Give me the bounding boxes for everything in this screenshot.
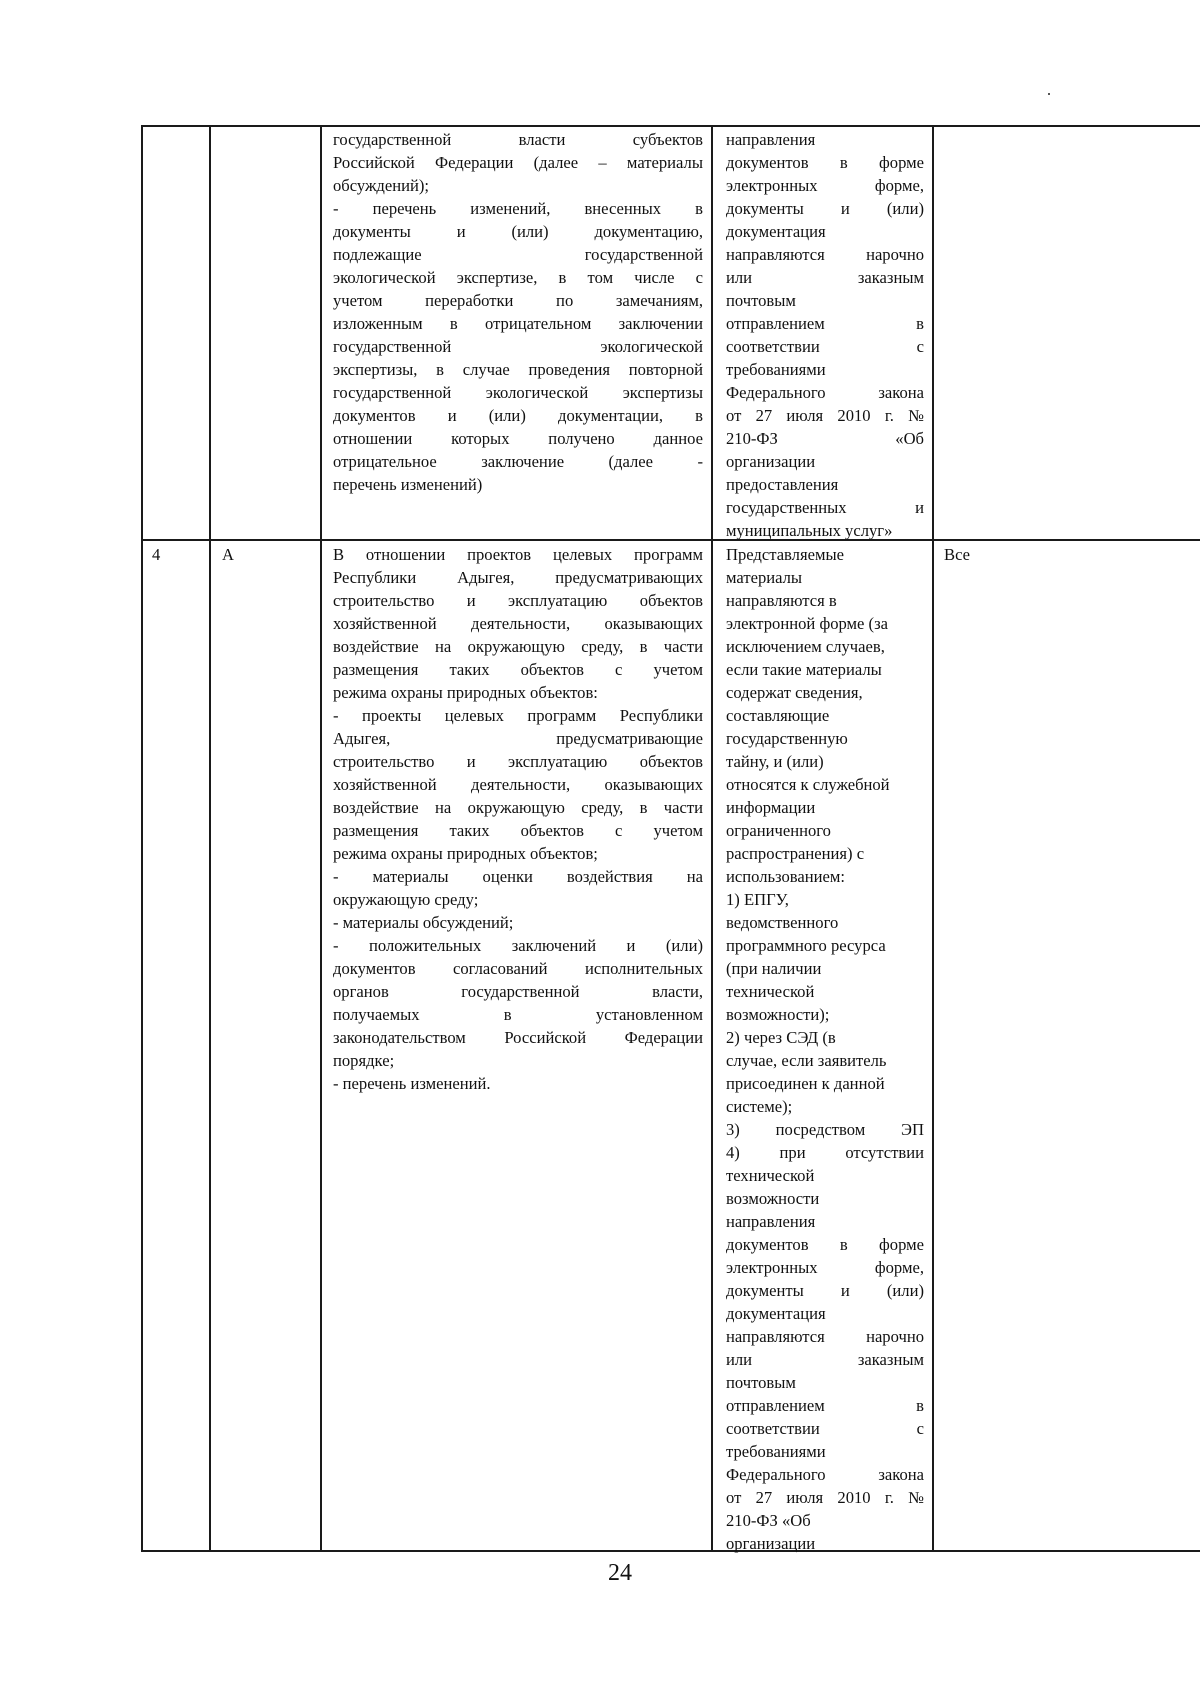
text-line: - положительных заключений и (или) [333,936,703,955]
text-line: строительство и эксплуатацию объектов [333,752,703,771]
text-line: ограниченного [726,821,831,840]
text-line: направляются нарочно [726,245,924,264]
text-line: возможности [726,1189,820,1208]
col-border-1 [141,125,143,1552]
text-line: - перечень изменений. [333,1074,491,1093]
text-line: или заказным [726,268,924,287]
text-line: организации [726,1534,816,1553]
text-line: документов согласований исполнительных [333,959,703,978]
row-applies-to: Все [944,545,971,564]
text-line: документы и (или) документацию, [333,222,703,241]
text-line: исключением случаев, [726,637,885,656]
text-line: перечень изменений) [333,475,483,494]
text-line: присоединен к данной [726,1074,885,1093]
text-line: В отношении проектов целевых программ [333,545,703,564]
col-border-3 [320,125,322,1552]
text-line: режима охраны природных объектов; [333,844,598,863]
continued-row-requirements-cell [333,128,703,496]
text-line: предоставления [726,475,839,494]
text-line: документов в форме [726,153,924,172]
text-line: строительство и эксплуатацию объектов [333,591,703,610]
text-line: отношении которых получено данное [333,429,703,448]
text-line: содержат сведения, [726,683,863,702]
text-line: технической [726,1166,815,1185]
text-line: документов и (или) документации, в [333,406,703,425]
text-line: 210-ФЗ «Об [726,429,924,448]
text-line: программного ресурса [726,936,886,955]
text-line: Федерального закона [726,383,924,402]
text-line: государственной власти субъектов [333,130,703,149]
text-line: 4) при отсутствии [726,1143,924,1162]
text-line: размещения таких объектов с учетом [333,821,703,840]
text-line: электронных форме, [726,1258,924,1277]
text-line: материалы [726,568,803,587]
text-line: 3) посредством ЭП [726,1120,924,1139]
text-line: учетом переработки по замечаниям, [333,291,703,310]
text-line: Представляемые [726,545,844,564]
text-line: относятся к служебной [726,775,890,794]
text-line: Республики Адыгея, предусматривающих [333,568,703,587]
text-line: организации [726,452,816,471]
text-line: документы и (или) [726,199,924,218]
col-border-2 [209,125,211,1552]
row-number: 4 [152,545,161,564]
text-line: или заказным [726,1350,924,1369]
text-line: ведомственного [726,913,839,932]
text-line: экологической экспертизе, в том числе с [333,268,703,287]
text-line: размещения таких объектов с учетом [333,660,703,679]
text-line: почтовым [726,291,796,310]
text-line: Российской Федерации (далее – материалы [333,153,703,172]
text-line: почтовым [726,1373,796,1392]
text-line: органов государственной власти, [333,982,703,1001]
text-line: 1) ЕПГУ, [726,890,789,909]
text-line: если такие материалы [726,660,882,679]
text-line: требованиями [726,360,826,379]
text-line: требованиями [726,1442,826,1461]
text-line: соответствии с [726,337,924,356]
text-line: - перечень изменений, внесенных в [333,199,703,218]
row-4-method-cell [726,543,924,1555]
page-number: 24 [608,1560,632,1586]
text-line: изложенным в отрицательном заключении [333,314,703,333]
text-line: 210-ФЗ «Об [726,1511,811,1530]
text-line: порядке; [333,1051,395,1070]
text-line: получаемых в установленном [333,1005,703,1024]
text-line: составляющие [726,706,830,725]
text-line: системе); [726,1097,793,1116]
text-line: подлежащие государственной [333,245,703,264]
col-border-4 [711,125,713,1552]
continued-row-method-cell [726,128,924,542]
text-line: направляются нарочно [726,1327,924,1346]
text-line: документы и (или) [726,1281,924,1300]
row-4-requirements-cell [333,543,703,1095]
text-line: отправлением в [726,314,924,333]
text-line: использованием: [726,867,846,886]
text-line: отправлением в [726,1396,924,1415]
text-line: электронных форме, [726,176,924,195]
text-line: экспертизы, в случае проведения повторной [333,360,703,379]
text-line: от 27 июля 2010 г. № [726,1488,924,1507]
text-line: направляются в [726,591,837,610]
text-line: Адыгея, предусматривающие [333,729,703,748]
scan-artifact-dot [1048,93,1050,95]
text-line: окружающую среду; [333,890,479,909]
text-line: (при наличии [726,959,822,978]
text-line: тайну, и (или) [726,752,824,771]
text-line: государственной экологической экспертизы [333,383,703,402]
text-line: отрицательное заключение (далее - [333,452,703,471]
text-line: воздействие на окружающую среду, в части [333,798,703,817]
text-line: воздействие на окружающую среду, в части [333,637,703,656]
table-bottom-border [141,1550,1200,1552]
text-line: возможности); [726,1005,830,1024]
text-line: документация [726,1304,826,1323]
text-line: государственной экологической [333,337,703,356]
row-divider [141,539,1200,541]
text-line: направления [726,1212,816,1231]
text-line: случае, если заявитель [726,1051,887,1070]
text-line: информации [726,798,816,817]
row-letter: А [222,545,234,564]
text-line: муниципальных услуг» [726,521,893,540]
text-line: Федерального закона [726,1465,924,1484]
col-border-5 [932,125,934,1552]
text-line: хозяйственной деятельности, оказывающих [333,775,703,794]
text-line: направления [726,130,816,149]
text-line: режима охраны природных объектов: [333,683,598,702]
text-line: технической [726,982,815,1001]
text-line: - материалы оценки воздействия на [333,867,703,886]
text-line: - проекты целевых программ Республики [333,706,703,725]
text-line: распространения) с [726,844,865,863]
table-top-border [141,125,1200,127]
text-line: документация [726,222,826,241]
text-line: - материалы обсуждений; [333,913,514,932]
text-line: законодательством Российской Федерации [333,1028,703,1047]
text-line: документов в форме [726,1235,924,1254]
text-line: от 27 июля 2010 г. № [726,406,924,425]
text-line: хозяйственной деятельности, оказывающих [333,614,703,633]
text-line: государственных и [726,498,924,517]
text-line: обсуждений); [333,176,430,195]
text-line: государственную [726,729,848,748]
text-line: соответствии с [726,1419,924,1438]
text-line: электронной форме (за [726,614,888,633]
text-line: 2) через СЭД (в [726,1028,836,1047]
